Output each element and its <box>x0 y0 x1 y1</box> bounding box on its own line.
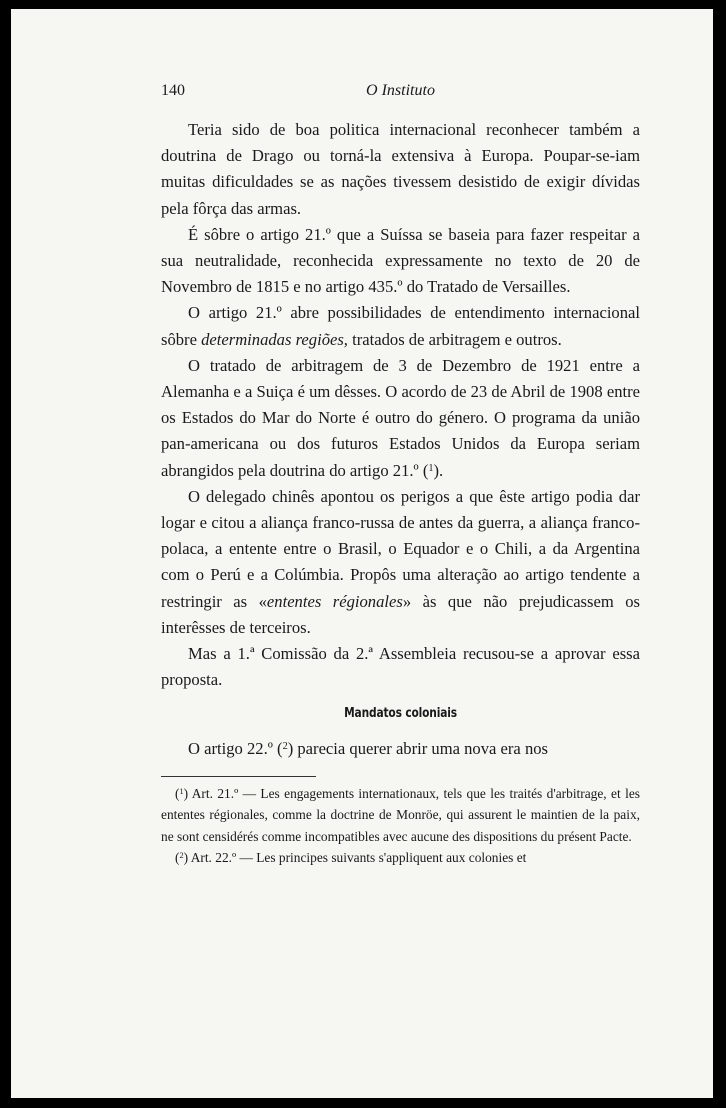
page-content <box>161 79 640 869</box>
footnote-mark: 2 <box>179 851 184 861</box>
book-page <box>11 9 713 1098</box>
footnote-2: ($^2$) Art. 22.º — Les principes suivants s'appliquent aux colonies et <box>175 850 527 866</box>
paragraph-article-22 <box>161 736 640 762</box>
page-number: 140 <box>161 82 185 99</box>
paragraph-text: O artigo 22.º ( <box>188 739 283 759</box>
paragraph-commission: Mas a 1.ª Comissão da 2.ª Assembleia recusou-se a aprovar essa proposta. <box>161 644 640 690</box>
paragraph-text: » às que não prejudicassem os interêsses de terceiros. <box>161 591 640 637</box>
italic-text: determinadas regiões, <box>201 329 348 349</box>
page-header <box>161 79 640 103</box>
footnote-text: Art. 22.º — Les principes suivants s'appliquent aux colonies et <box>190 850 527 866</box>
paragraph-swiss-neutrality: É sôbre o artigo 21.º que a Suíssa se baseia para fazer respeitar a sua neutralidade, reconhecida expressamente no texto de 20 de Novembro de 1815 e no artigo 435.º do Tratado de Versailles. <box>161 224 640 297</box>
body-text <box>161 117 640 763</box>
paragraph-text: ) parecia querer abrir uma nova era nos <box>287 739 548 759</box>
italic-text: ententes régionales <box>266 591 403 611</box>
paragraph-drago-doctrine: Teria sido de boa politica internacional reconhecer também a doutrina de Drago ou torná-la extensiva à Europa. Poupar-se-iam muitas dificuldades se as nações tivessem desistido de exigir dívidas pela fôrça das armas. <box>161 120 640 218</box>
paragraph-chinese-delegate <box>161 484 640 641</box>
paragraph-text: ). <box>433 460 444 480</box>
footnote-reference: 1 <box>428 462 434 474</box>
paragraph-arbitration-treaty <box>161 353 640 484</box>
running-title: O Instituto <box>366 82 435 99</box>
footnotes <box>161 783 640 869</box>
paragraph-text: tratados de arbitragem e outros. <box>347 329 562 349</box>
footnote-text: Art. 21.º — Les engagements internationaux, tels que les traités d'arbitrage, et les ententes régionales, comme la doctrine de Monröe, qui assurent le maintien de la paix, ne sont censidérés comme incompatibles avec aucune des dispositions du présent Pacte. <box>161 785 640 844</box>
footnote-divider <box>161 776 316 777</box>
footnote-reference: 2 <box>282 741 288 753</box>
paragraph-text: O artigo 21.º abre possibilidades de entendimento internacional sôbre <box>161 303 640 349</box>
paragraph-text: O delegado chinês apontou os perigos a que êste artigo podia dar logar e citou a aliança franco-russa de antes da guerra, a aliança franco-polaca, a entente entre o Brasil, o Equador e o Chili, a da Argentina com o Perú e a Colúmbia. Propôs uma alteração ao artigo tendente a restringir as « <box>161 486 640 611</box>
section-heading: Mandatos coloniais <box>344 706 457 722</box>
paragraph-text: O tratado de arbitragem de 3 de Dezembro de 1921 entre a Alemanha e a Suiça é um dêsses. O acordo de 23 de Abril de 1908 entre os Estados do Mar do Norte é outro do género. O programa da união pan-americana ou dos futuros Estados Unidos da Europa seriam abrangidos pela doutrina do artigo 21.º ( <box>161 355 640 480</box>
paragraph-article-21 <box>161 300 640 352</box>
footnote-1: ($^1$) Art. 21.º — Les engagements internationaux, tels que les traités d'arbitrage, et les ententes régionales, comme la doctrine de Monröe, qui assurent le maintien de la paix, ne sont censidérés comme incompatibles avec aucune des dispositions du présent Pacte. <box>161 785 640 844</box>
footnote-mark: 1 <box>179 786 184 796</box>
